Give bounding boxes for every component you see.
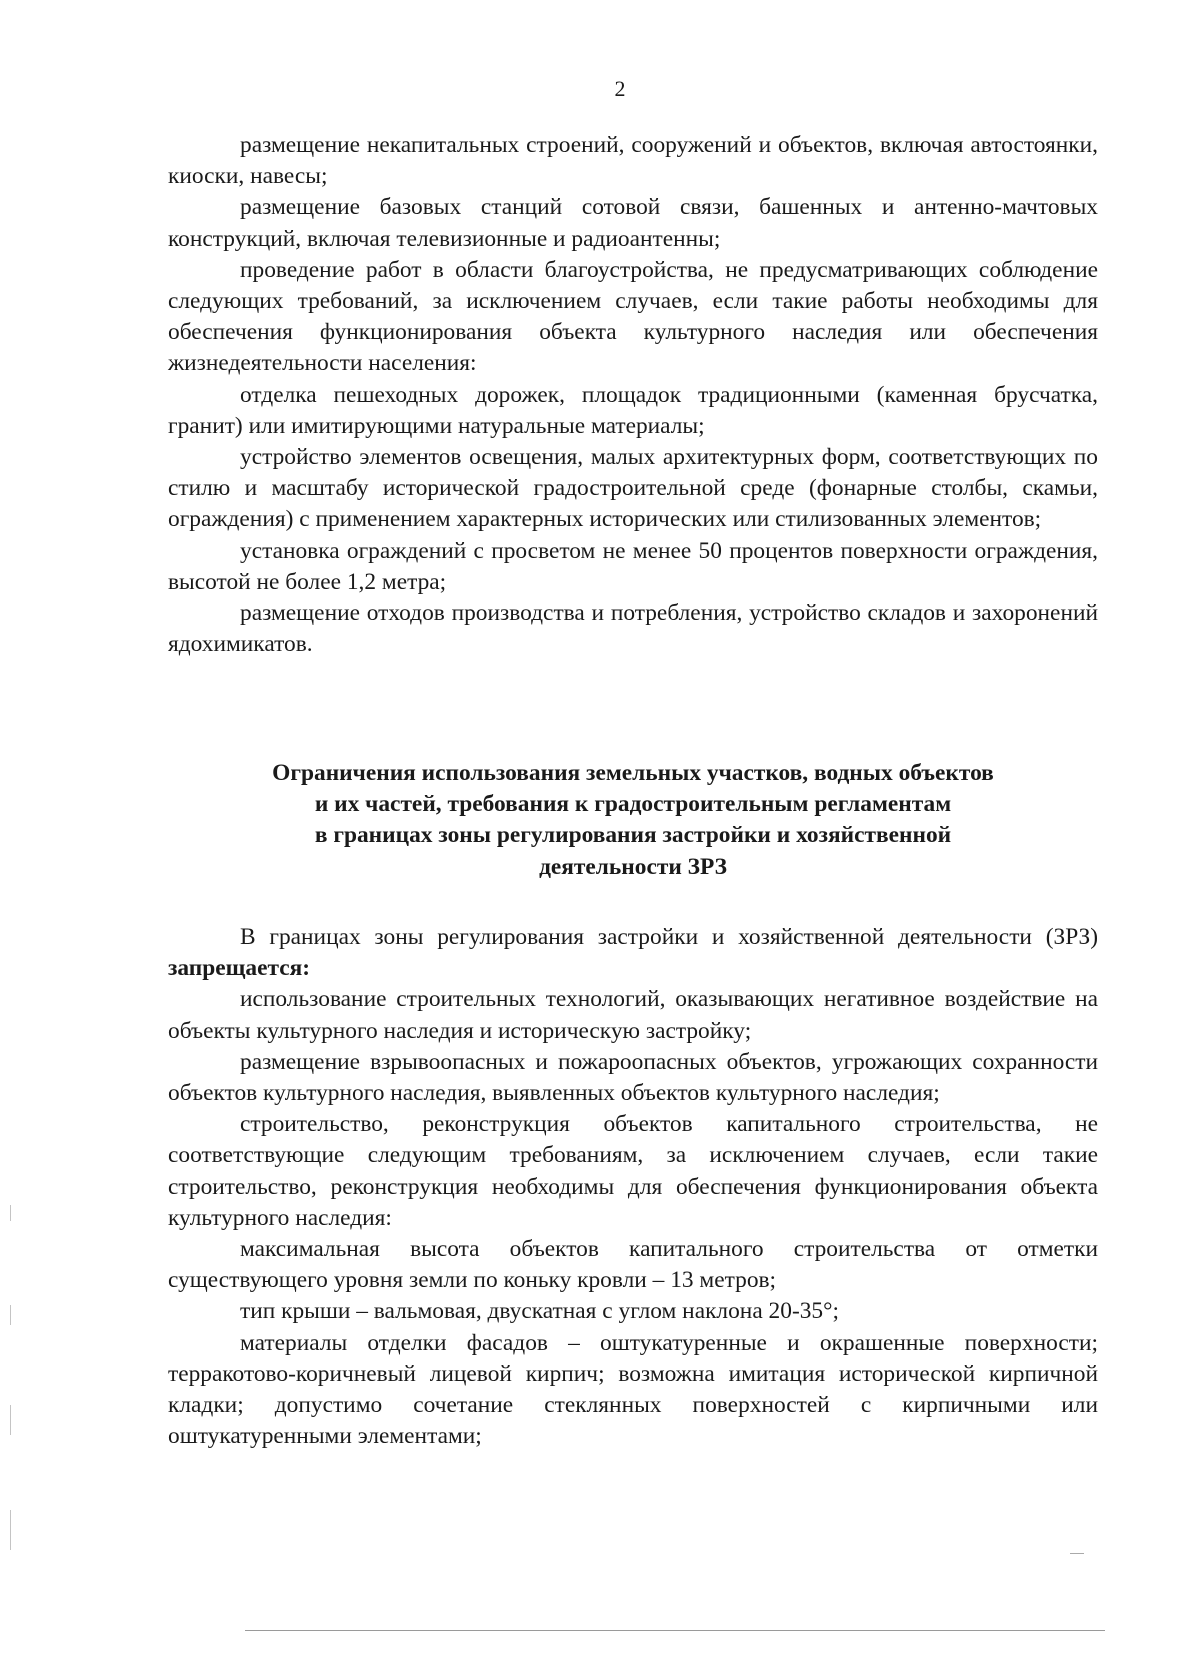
paragraph: размещение взрывоопасных и пожароопасных объектов, угрожающих сохранности объектов культурного наследия, выявленных объектов культурного наследия; [168, 1048, 1098, 1107]
page-number: 2 [614, 76, 626, 101]
heading-line: и их частей, требования к градостроительным регламентам [314, 791, 952, 818]
prohibited-label: запрещается: [168, 955, 311, 982]
paragraph: размещение некапитальных строений, сооружений и объектов, включая автостоянки, киоски, навесы; [168, 132, 1098, 190]
paragraph: размещение отходов производства и потребления, устройство складов и захоронений ядохимикатов. [168, 600, 1098, 658]
heading-line: в границах зоны регулирования застройки и хозяйственной [314, 822, 952, 849]
section-heading [168, 758, 1098, 883]
scan-margin-mark [10, 1510, 11, 1550]
paragraph: тип крыши – вальмовая, двускатная с углом наклона 20-35°; [240, 1298, 839, 1325]
paragraph: строительство, реконструкция объектов капитального строительства, не соответствующие следующим требованиям, за исключением случаев, если такие строительство, реконструкция необходимы для обеспечения функционирования объекта культурного наследия: [168, 1111, 1098, 1231]
heading-line: Ограничения использования земельных участков, водных объектов [272, 760, 994, 786]
scan-margin-mark [10, 1405, 11, 1435]
paragraph: отделка пешеходных дорожек, площадок традиционными (каменная брусчатка, гранит) или имитирующими натуральные материалы; [168, 381, 1098, 439]
footer-rule [245, 1630, 1105, 1631]
paragraph: устройство элементов освещения, малых архитектурных форм, соответствующих по стилю и масштабу исторической градостроительной среде (фонарные столбы, скамьи, ограждения) с применением характерных исторических или стилизованных элементов; [168, 444, 1098, 533]
paragraph: размещение базовых станций сотовой связи, башенных и антенно-мачтовых конструкций, включая телевизионные и радиоантенны; [168, 194, 1098, 252]
intro-paragraph [168, 922, 1098, 984]
intro-text: В границах зоны регулирования застройки и хозяйственной деятельности (ЗРЗ) [240, 924, 1098, 950]
scan-margin-mark [10, 1205, 11, 1221]
paragraph: материалы отделки фасадов – оштукатуренные и окрашенные поверхности; терракотово-коричневый лицевой кирпич; возможна имитация исторической кирпичной кладки; допустимо сочетание стеклянных поверхностей с кирпичными или оштукатуренными элементами; [168, 1329, 1098, 1450]
paragraph: использование строительных технологий, оказывающих негативное воздействие на объекты культурного наследия и историческую застройку; [168, 986, 1098, 1044]
paragraph: установка ограждений с просветом не менее 50 процентов поверхности ограждения, высотой не более 1,2 метра; [168, 537, 1098, 595]
scan-mark [1070, 1553, 1084, 1554]
scan-margin-mark [10, 1305, 11, 1325]
paragraph: максимальная высота объектов капитального строительства от отметки существующего уровня земли по коньку кровли – 13 метров; [168, 1236, 1098, 1294]
heading-line: деятельности ЗРЗ [539, 853, 727, 880]
section-permitted-works [168, 130, 1098, 660]
paragraph: проведение работ в области благоустройства, не предусматривающих соблюдение следующих требований, за исключением случаев, если такие работы необходимы для обеспечения функционирования объекта культурного наследия или обеспечения жизнедеятельности населения: [168, 256, 1098, 377]
section-zrz-restrictions [168, 922, 1098, 1452]
